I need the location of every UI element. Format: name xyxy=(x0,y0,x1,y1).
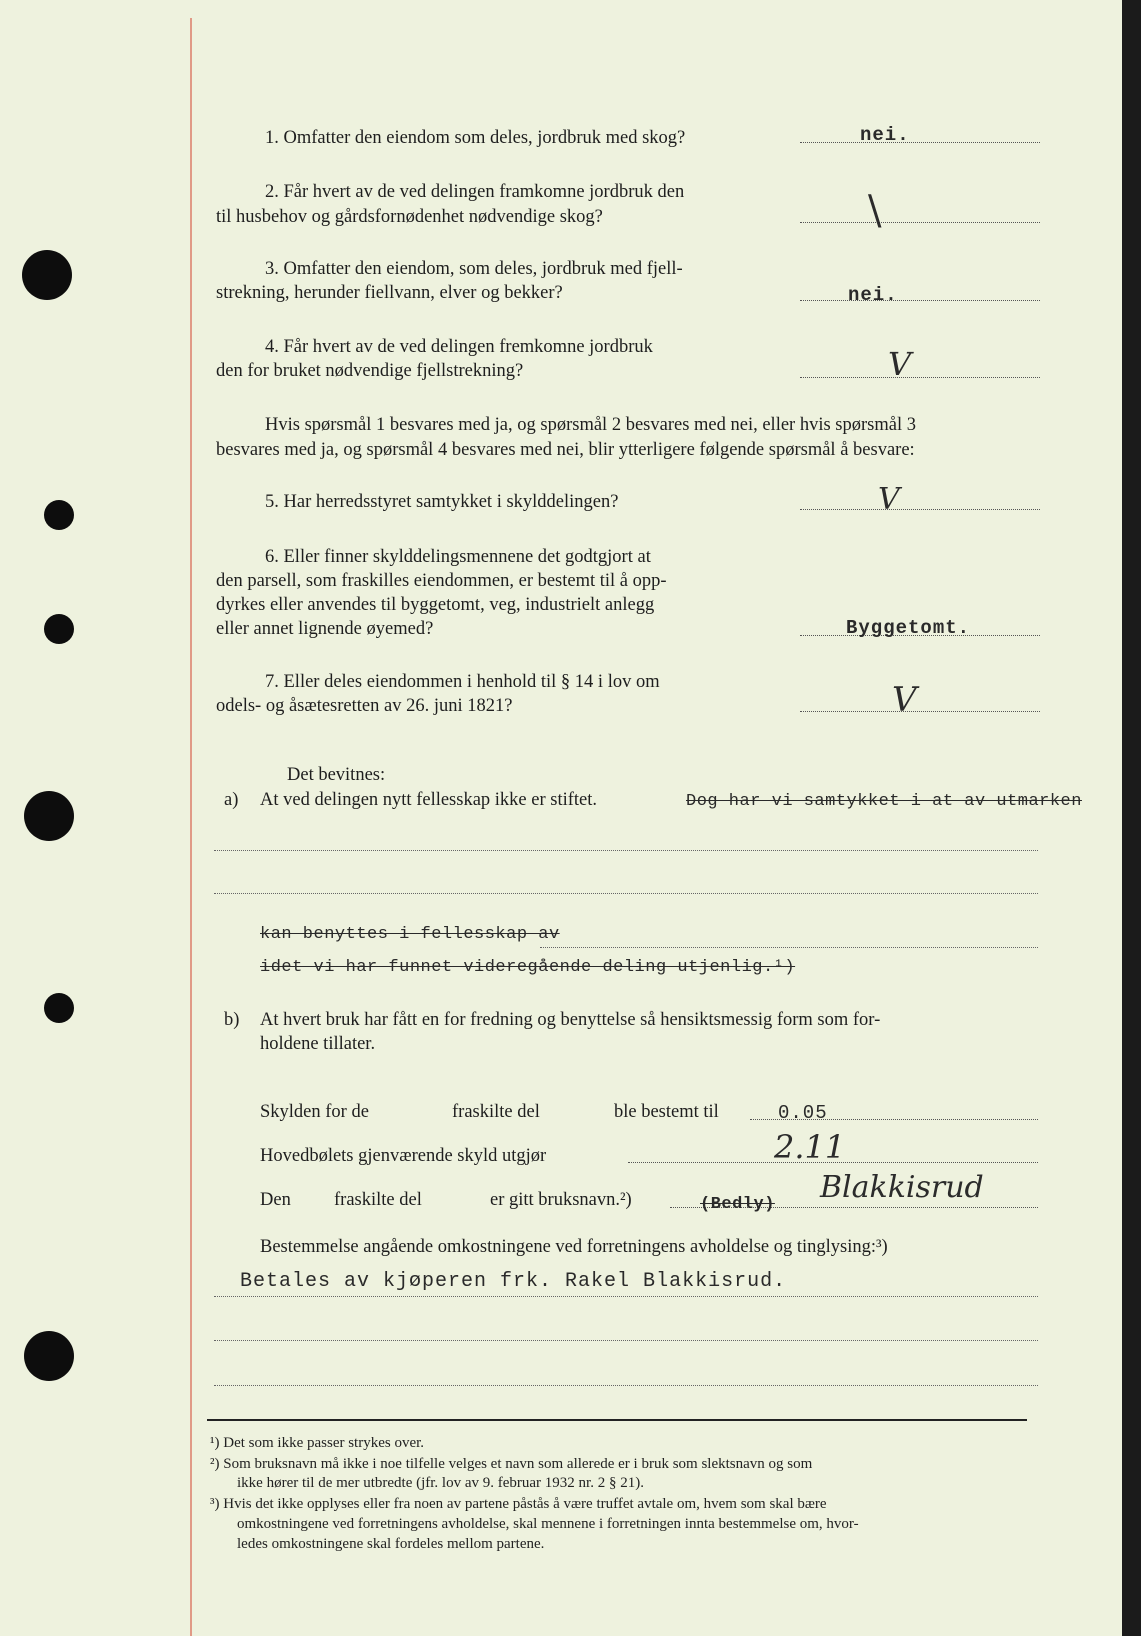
question-7-line-1: 7. Eller deles eiendommen i henhold til § 14 i lov om xyxy=(265,672,660,692)
condition-line-1: Hvis spørsmål 1 besvares med ja, og spørsmål 2 besvares med nei, eller hvis spørsmål 3 xyxy=(265,415,916,435)
blank-line xyxy=(540,947,1038,948)
struck-text-line-2: kan benyttes i fellesskap av xyxy=(260,925,560,944)
question-1: 1. Omfatter den eiendom som deles, jordbruk med skog? xyxy=(265,128,686,148)
skyld-value-1: 0.05 xyxy=(778,1102,828,1124)
blank-line xyxy=(214,1340,1038,1341)
skyld-line-1-c: ble bestemt til xyxy=(614,1102,719,1122)
blank-line xyxy=(214,1296,1038,1297)
footnote-2-line-2: ikke hører til de mer utbredte (jfr. lov av 9. februar 1932 nr. 2 § 21). xyxy=(237,1475,644,1491)
punch-hole xyxy=(44,614,74,644)
cost-label: Bestemmelse angående omkostningene ved forretningens avholdelse og tinglysing:³) xyxy=(260,1237,888,1257)
attest-b-line-2: holdene tillater. xyxy=(260,1034,376,1054)
question-6-line-3: dyrkes eller anvendes til byggetomt, veg, industrielt anlegg xyxy=(216,595,655,615)
skyld-line-1-b: fraskilte del xyxy=(452,1102,540,1122)
footnote-3-line-3: ledes omkostningene skal fordeles mellom partene. xyxy=(237,1536,545,1552)
struck-text-line-3: idet vi har funnet videregående deling utjenlig.¹) xyxy=(260,958,796,977)
punch-hole xyxy=(24,791,74,841)
skyld-line-2-label: Hovedbølets gjenværende skyld utgjør xyxy=(260,1146,547,1166)
footnote-3-line-1: ³) Hvis det ikke opplyses eller fra noen av partene påstås å være truffet avtale om, hvem som skal bære xyxy=(210,1496,827,1512)
attest-a-label: a) xyxy=(224,790,239,810)
answer-line-2 xyxy=(800,222,1040,223)
answer-line-7 xyxy=(800,711,1040,712)
skyld-line-3-b: fraskilte del xyxy=(334,1190,422,1210)
answer-line-4 xyxy=(800,377,1040,378)
bruksnavn-value: Blakkisrud xyxy=(820,1170,984,1205)
answer-3: nei. xyxy=(848,284,898,306)
question-2-line-1: 2. Får hvert av de ved delingen framkomne jordbruk den xyxy=(265,182,685,202)
condition-line-2: besvares med ja, og spørsmål 4 besvares med nei, blir ytterligere følgende spørsmål å besvare: xyxy=(216,440,915,460)
answer-7: V xyxy=(892,680,917,720)
skyld-line-1-a: Skylden for de xyxy=(260,1102,369,1122)
question-2-line-2: til husbehov og gårdsfornødenhet nødvendige skog? xyxy=(216,207,603,227)
footnote-2-line-1: ²) Som bruksnavn må ikke i noe tilfelle velges et navn som allerede er i bruk som slektsnavn og som xyxy=(210,1456,813,1472)
question-4-line-1: 4. Får hvert av de ved delingen fremkomne jordbruk xyxy=(265,337,653,357)
answer-5: V xyxy=(878,482,900,517)
answer-line-1 xyxy=(800,142,1040,143)
punch-hole xyxy=(44,500,74,530)
skyld-line-3-a: Den xyxy=(260,1190,291,1210)
attest-b-line-1: At hvert bruk har fått en for fredning og benyttelse så hensiktsmessig form som for- xyxy=(260,1010,881,1030)
attest-heading: Det bevitnes: xyxy=(287,765,386,785)
struck-text-line-1: Dog har vi samtykket i at av utmarken xyxy=(686,792,1082,811)
margin-line xyxy=(190,18,192,1636)
skyld-line-3-c: er gitt bruksnavn.²) xyxy=(490,1190,632,1210)
punch-hole xyxy=(44,993,74,1023)
answer-line-3 xyxy=(800,300,1040,301)
blank-line xyxy=(214,1385,1038,1386)
answer-2: \ xyxy=(868,188,882,234)
question-7-line-2: odels- og åsætesretten av 26. juni 1821? xyxy=(216,696,513,716)
attest-a-text: At ved delingen nytt fellesskap ikke er stiftet. xyxy=(260,790,598,810)
question-3-line-2: strekning, herunder fiellvann, elver og bekker? xyxy=(216,283,563,303)
attest-b-label: b) xyxy=(224,1010,240,1030)
question-3-line-1: 3. Omfatter den eiendom, som deles, jordbruk med fjell- xyxy=(265,259,683,279)
footnote-1: ¹) Det som ikke passer strykes over. xyxy=(210,1435,425,1451)
question-4-line-2: den for bruket nødvendige fjellstrekning? xyxy=(216,361,524,381)
blank-line xyxy=(214,850,1038,851)
punch-hole xyxy=(22,250,72,300)
question-6-line-4: eller annet lignende øyemed? xyxy=(216,619,434,639)
question-6-line-2: den parsell, som fraskilles eiendommen, er bestemt til å opp- xyxy=(216,571,667,591)
footnote-3-line-2: omkostningene ved forretningens avholdelse, skal mennene i forretningen innta bestemmelse om, hvor- xyxy=(237,1516,859,1532)
blank-line xyxy=(214,893,1038,894)
skyld-value-2: 2.11 xyxy=(774,1128,846,1166)
footnote-rule xyxy=(207,1419,1027,1421)
punch-hole xyxy=(24,1331,74,1381)
question-6-line-1: 6. Eller finner skylddelingsmennene det godtgjort at xyxy=(265,547,651,567)
answer-4: V xyxy=(888,345,912,383)
struck-bruksnavn: (Bedly) xyxy=(700,1195,775,1214)
answer-1: nei. xyxy=(860,124,910,146)
question-5: 5. Har herredsstyret samtykket i skylddelingen? xyxy=(265,492,619,512)
answer-6: Byggetomt. xyxy=(846,617,971,639)
cost-value: Betales av kjøperen frk. Rakel Blakkisrud. xyxy=(240,1270,787,1293)
answer-line-5 xyxy=(800,509,1040,510)
